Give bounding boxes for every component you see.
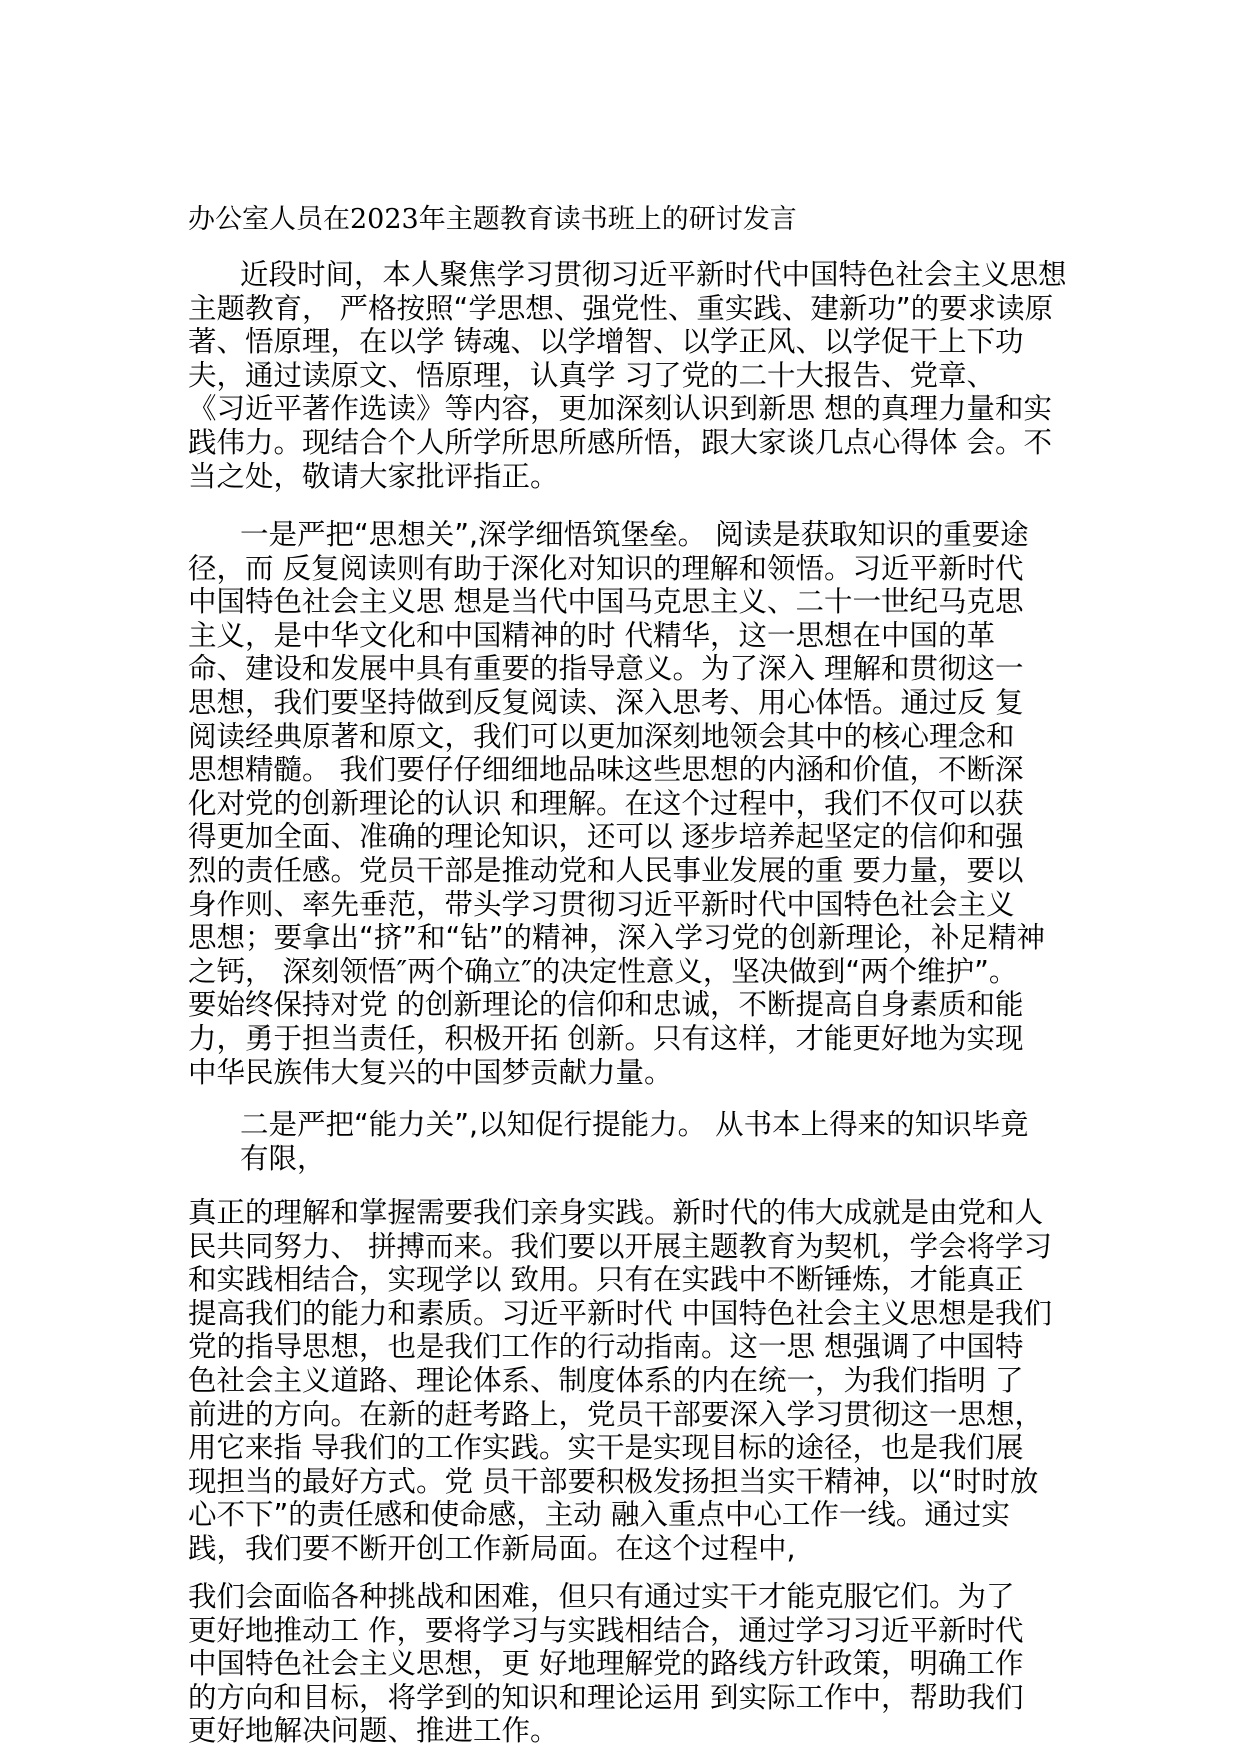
text-line: 前进的方向。在新的赶考路上，党员干部要深入学习贯彻这一思想， (188, 1397, 1044, 1431)
text-line: 主题教育， 严格按照“学思想、强党性、重实践、建新功”的要求读原 (188, 291, 1054, 325)
text-line: 中国特色社会主义思想，更 好地理解党的路线方针政策，明确工作 (188, 1647, 1024, 1681)
text-line: 的方向和目标，将学到的知识和理论运用 到实际工作中，帮助我们 (188, 1680, 1024, 1714)
text-line: 《习近平著作选读》等内容，更加深刻认识到新思 想的真理力量和实 (188, 392, 1053, 426)
text-line: 夫，通过读原文、悟原理，认真学 习了党的二十大报告、党章、 (188, 358, 996, 392)
text-line: 之钙， 深刻领悟″两个确立″的决定性意义，坚决做到“两个维护”。 (188, 954, 1018, 988)
text-line: 化对党的创新理论的认识 和理解。在这个过程中，我们不仅可以获 (188, 786, 1024, 820)
text-line: 得更加全面、准确的理论知识，还可以 逐步培养起坚定的信仰和强 (188, 820, 1024, 854)
text-line: 现担当的最好方式。党 员干部要积极发扬担当实干精神，以“时时放 (188, 1464, 1039, 1498)
text-line: 主义，是中华文化和中国精神的时 代精华，这一思想在中国的革 (188, 618, 996, 652)
paragraph-thought (188, 518, 1078, 1089)
text-line: 和实践相结合，实现学以 致用。只有在实践中不断锤炼，才能真正 (188, 1263, 1024, 1297)
text-line: 力，勇于担当责任，积极开拓 创新。只有这样，才能更好地为实现 (188, 1021, 1024, 1055)
text-line: 中华民族伟大复兴的中国梦贡献力量。 (188, 1055, 673, 1089)
text-line: 我们会面临各种挑战和困难，但只有通过实干才能克服它们。为了 (188, 1580, 1015, 1613)
text-line: 中国特色社会主义思 想是当代中国马克思主义、二十一世纪马克思 (188, 585, 1024, 619)
text-line: 思想，我们要坚持做到反复阅读、深入思考、用心体悟。通过反 复 (188, 685, 1024, 719)
paragraph-intro (188, 258, 1078, 493)
text-line: 思想；要拿出“挤”和“钻”的精神，深入学习党的创新理论，补足精神 (188, 921, 1046, 955)
document-title: 办公室人员在2023年主题教育读书班上的研讨发言 (188, 204, 797, 235)
text-line: 近段时间，本人聚焦学习贯彻习近平新时代中国特色社会主义思想 (240, 258, 1067, 291)
text-line: 更好地解决问题、推进工作。 (188, 1714, 559, 1748)
text-line: 二是严把“能力关”,以知促行提能力。 从书本上得来的知识毕竟 (240, 1108, 1029, 1141)
text-line: 践伟力。现结合个人所学所思所感所悟，跟大家谈几点心得体 会。不 (188, 425, 1053, 459)
text-line: 有限， (240, 1141, 326, 1175)
text-line: 径，而 反复阅读则有助于深化对知识的理解和领悟。习近平新时代 (188, 551, 1024, 585)
text-line: 更好地推动工 作，要将学习与实践相结合，通过学习习近平新时代 (188, 1613, 1024, 1647)
paragraph-practice (188, 1196, 1078, 1566)
text-line: 用它来指 导我们的工作实践。实干是实现目标的途径，也是我们展 (188, 1431, 1024, 1465)
text-line: 思想精髓。 我们要仔仔细细地品味这些思想的内涵和价值，不断深 (188, 753, 1024, 787)
paragraph-ability-heading (188, 1108, 1078, 1175)
paragraph-challenges (188, 1580, 1078, 1748)
text-line: 一是严把“思想关”,深学细悟筑堡垒。 阅读是获取知识的重要途 (240, 518, 1029, 551)
text-line: 身作则、率先垂范，带头学习贯彻习近平新时代中国特色社会主义 (188, 887, 1015, 921)
text-line: 烈的责任感。党员干部是推动党和人民事业发展的重 要力量，要以 (188, 853, 1024, 887)
text-line: 命、建设和发展中具有重要的指导意义。为了深入 理解和贯彻这一 (188, 652, 1024, 686)
text-line: 践，我们要不断开创工作新局面。在这个过程中, (188, 1531, 796, 1565)
text-line: 阅读经典原著和原文，我们可以更加深刻地领会其中的核心理念和 (188, 719, 1015, 753)
text-line: 著、悟原理，在以学 铸魂、以学增智、以学正风、以学促干上下功 (188, 325, 1024, 359)
text-line: 当之处，敬请大家批评指正。 (188, 459, 559, 493)
text-line: 真正的理解和掌握需要我们亲身实践。新时代的伟大成就是由党和人 (188, 1196, 1044, 1229)
text-line: 色社会主义道路、理论体系、制度体系的内在统一，为我们指明 了 (188, 1363, 1024, 1397)
text-line: 要始终保持对党 的创新理论的信仰和忠诚，不断提高自身素质和能 (188, 988, 1024, 1022)
text-line: 提高我们的能力和素质。习近平新时代 中国特色社会主义思想是我们 (188, 1296, 1053, 1330)
text-line: 民共同努力、 拼搏而来。我们要以开展主题教育为契机，学会将学习 (188, 1229, 1053, 1263)
text-line: 心不下”的责任感和使命感，主动 融入重点中心工作一线。通过实 (188, 1498, 1010, 1532)
text-line: 党的指导思想，也是我们工作的行动指南。这一思 想强调了中国特 (188, 1330, 1024, 1364)
